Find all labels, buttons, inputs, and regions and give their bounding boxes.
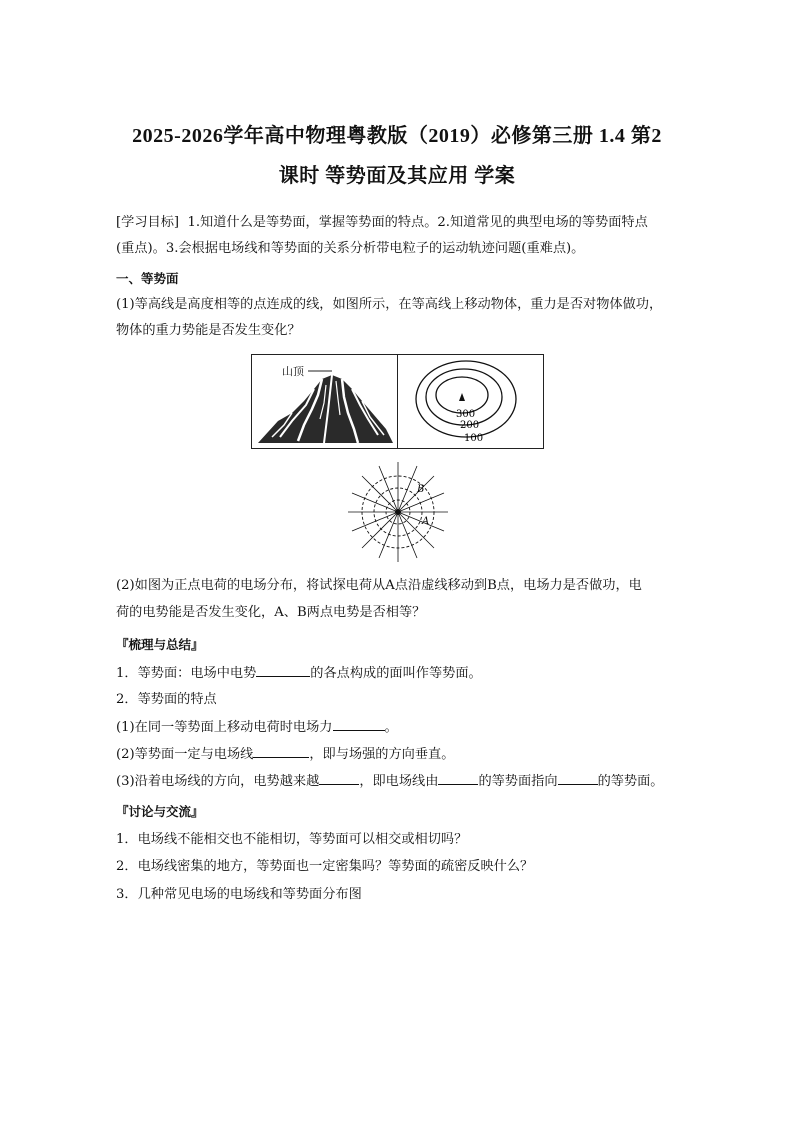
point-b-label: B bbox=[417, 484, 425, 495]
objectives-line-2: (重点)。3.会根据电场线和等势面的关系分析带电粒子的运动轨迹问题(重难点)。 bbox=[116, 241, 585, 256]
discussion-item-2: 2．电场线密集的地方，等势面也一定密集吗？等势面的疏密反映什么？ bbox=[116, 859, 534, 874]
question2-line-2: 荷的电势能是否发生变化，A、B两点电势是否相等？ bbox=[116, 605, 426, 620]
peak-marker-icon bbox=[459, 393, 465, 401]
point-charge-field-diagram bbox=[346, 460, 450, 564]
page-title-line-1: 2025-2026学年高中物理粤教版（2019）必修第三册 1.4 第2 bbox=[132, 125, 662, 147]
objectives-label: [学习目标] bbox=[116, 215, 180, 230]
contour-label-200: 200 bbox=[460, 420, 480, 431]
summary-item-2-1-post: 。 bbox=[384, 720, 398, 735]
figure-mountain-contour bbox=[251, 354, 544, 449]
summary-item-1-post: 的各点构成的面叫作等势面。 bbox=[310, 666, 482, 681]
discussion-heading: 『讨论与交流』 bbox=[116, 804, 204, 819]
peak-label: 山顶 bbox=[282, 365, 304, 378]
discussion-item-3: 3．几种常见电场的电场线和等势面分布图 bbox=[116, 887, 362, 902]
page-title-line-2: 课时 等势面及其应用 学案 bbox=[278, 165, 516, 187]
blank-line[interactable] bbox=[333, 718, 385, 731]
blank-line[interactable] bbox=[253, 745, 309, 758]
summary-item-2-3-d: 的等势面。 bbox=[597, 774, 664, 789]
question1-line-1: (1)等高线是高度相等的点连成的线，如图所示，在等高线上移动物体，重力是否对物体做功， bbox=[116, 297, 663, 312]
summary-item-1-pre: 1．等势面：电场中电势 bbox=[116, 666, 257, 681]
blank-line[interactable] bbox=[319, 772, 359, 785]
question1-line-2: 物体的重力势能是否发生变化？ bbox=[116, 323, 301, 338]
summary-item-2-3-a: (3)沿着电场线的方向，电势越来越 bbox=[116, 774, 320, 789]
summary-item-2-1-pre: (1)在同一等势面上移动电荷时电场力 bbox=[116, 720, 333, 735]
objectives-text-1: 1.知道什么是等势面，掌握等势面的特点。2.知道常见的典型电场的等势面特点 bbox=[187, 215, 648, 230]
positive-charge-icon bbox=[395, 509, 401, 515]
discussion-item-1: 1．电场线不能相交也不能相切，等势面可以相交或相切吗？ bbox=[116, 832, 468, 847]
objectives-line-1 bbox=[116, 214, 686, 232]
summary-item-2-2-pre: (2)等势面一定与电场线 bbox=[116, 747, 254, 762]
blank-line[interactable] bbox=[438, 772, 478, 785]
summary-item-2-1 bbox=[116, 718, 686, 737]
contour-label-300: 300 bbox=[456, 409, 476, 420]
summary-item-2-3 bbox=[116, 772, 686, 791]
mountain-illustration bbox=[252, 355, 397, 448]
question2-line-1: (2)如图为正点电荷的电场分布，将试探电荷从A点沿虚线移动到B点，电场力是否做功，电 bbox=[116, 578, 642, 593]
blank-line[interactable] bbox=[256, 664, 310, 677]
summary-item-2-3-c: 的等势面指向 bbox=[478, 774, 558, 789]
summary-item-2-2-post: ，即与场强的方向垂直。 bbox=[309, 747, 455, 762]
blank-line[interactable] bbox=[558, 772, 598, 785]
summary-item-2-3-b: ，即电场线由 bbox=[359, 774, 439, 789]
contour-label-100: 100 bbox=[464, 433, 484, 444]
summary-item-1 bbox=[116, 664, 686, 683]
summary-heading: 『梳理与总结』 bbox=[116, 637, 204, 652]
contour-map bbox=[398, 355, 544, 448]
section1-heading: 一、等势面 bbox=[116, 271, 179, 286]
summary-item-2-2 bbox=[116, 745, 686, 764]
summary-item-2: 2．等势面的特点 bbox=[116, 692, 217, 707]
point-a-label: A bbox=[422, 516, 430, 527]
